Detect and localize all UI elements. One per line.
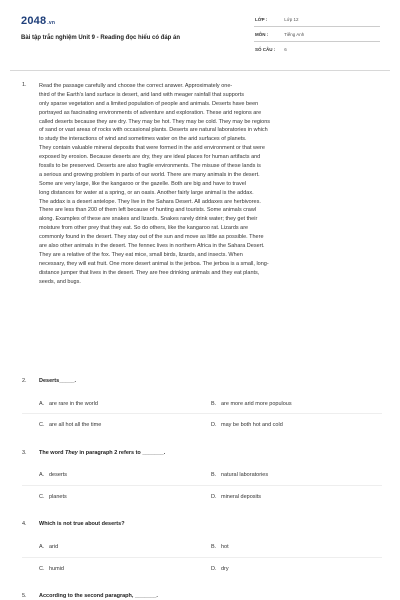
question-number: 1. (22, 82, 27, 88)
option-text: are all hot all the time (49, 422, 102, 428)
question-prompt-blank: in paragraph 2 refers to _______. (77, 450, 166, 456)
question-prompt-text: According to the second paragraph, _______. (39, 593, 158, 599)
option-text: are rare in the world (49, 401, 98, 407)
option-letter: C. (39, 494, 45, 500)
answer-option-d[interactable] (211, 494, 261, 500)
passage-line: long distances for water at a spring, or an oasis. Another fairly large animal is the addax. (39, 189, 254, 196)
reading-passage (39, 82, 385, 286)
option-text: deserts (49, 472, 68, 478)
passage-line: called deserts because they are dry. They may be hot. They may be cold. They may be regions (39, 118, 271, 125)
option-letter: C. (39, 422, 45, 428)
info-subject-key: MÔN : (255, 32, 269, 37)
answer-option-c[interactable] (39, 566, 64, 572)
option-divider (22, 557, 382, 558)
passage-line: distance jumper that lives in the desert. They are free drinking animals and they eat plants, (39, 269, 260, 276)
passage-line: exposed by erosion. Because deserts are dry, they are ideal places for human artifacts and (39, 154, 261, 161)
logo-main: 2048 (21, 15, 47, 27)
passage-line: are also other animals in the desert. The fennec lives in northern Africa in the Sahara Desert. (39, 243, 265, 250)
answer-option-d[interactable] (211, 422, 283, 428)
option-letter: B. (211, 544, 217, 550)
passage-line: along. Examples of these are snakes and lizards. Snakes rarely drink water; they get their (39, 216, 258, 223)
passage-line: moisture from other prey that they eat. So do others, like the kangaroo rat. Lizards are (39, 225, 249, 232)
question-prompt-blank: _____. (59, 378, 77, 384)
page-title: Bài tập trắc nghiệm Unit 9 - Reading đọc hiểu có đáp án (21, 35, 181, 41)
passage-line: fossils to be preserved. Deserts are also fragile environments. The misuse of these lands is (39, 163, 261, 170)
option-text: humid (49, 566, 64, 572)
option-letter: A. (39, 544, 45, 550)
option-text: arid (49, 544, 59, 550)
answer-option-c[interactable] (39, 494, 67, 500)
passage-line: necessary, they will eat fruit. One more desert animal is the jerboa. The jerboa is a small, long- (39, 260, 269, 267)
question-prompt (39, 378, 76, 384)
answer-option-a[interactable] (39, 472, 67, 478)
site-logo[interactable] (21, 15, 55, 27)
answer-option-b[interactable] (211, 544, 229, 550)
passage-line: to study the interactions of wind and sometimes water on the arid surfaces of planets. (39, 136, 247, 143)
question-number: 3. (22, 450, 27, 456)
passage-line: a serious and growing problem in parts of our world. There are many animals in the desert. (39, 171, 260, 178)
option-text: dry (221, 566, 229, 572)
passage-line: portrayed as fascinating environments of adventure and exploration. These arid regions are (39, 109, 262, 116)
option-text: are more arid more populous (221, 401, 292, 407)
option-letter: D. (211, 494, 217, 500)
question-prompt (39, 521, 125, 527)
question-prompt (39, 593, 158, 599)
logo-suffix: .vn (47, 20, 56, 26)
passage-line: commonly found in the desert. They stay out of the sun and move as little as possible. There (39, 234, 264, 241)
info-count-key: SỐ CÂU : (255, 47, 276, 52)
info-divider (254, 26, 380, 27)
question-prompt-text: The word (39, 450, 65, 456)
answer-option-d[interactable] (211, 566, 229, 572)
option-letter: B. (211, 401, 217, 407)
info-subject (255, 32, 304, 37)
question-prompt-emphasis: They (64, 450, 78, 456)
info-grade-value: Lớp 12 (284, 17, 299, 22)
passage-line: They are a relative of the fox. They eat mice, small birds, lizards, and insects. When (39, 251, 243, 258)
question-number: 2. (22, 378, 27, 384)
option-text: natural laboratories (221, 472, 269, 478)
answer-option-c[interactable] (39, 422, 101, 428)
question-prompt (39, 450, 165, 456)
question-number: 5. (22, 593, 27, 599)
option-letter: C. (39, 566, 45, 572)
info-count (255, 47, 287, 52)
info-count-value: 6 (284, 47, 287, 52)
question-prompt-text: Deserts (39, 378, 60, 384)
passage-line: third of the Earth's land surface is desert, arid land with meager rainfall that supports (39, 91, 244, 98)
header-divider (10, 70, 390, 71)
info-divider (254, 41, 380, 42)
question-prompt-text: Which is not true about deserts? (39, 521, 125, 527)
passage-line: seeds, and bugs. (39, 278, 81, 285)
answer-option-b[interactable] (211, 472, 268, 478)
option-divider (22, 413, 382, 414)
passage-line: Some are very large, like the kangaroo or the gazelle. Both are big and have to travel (39, 180, 246, 187)
option-letter: D. (211, 566, 217, 572)
option-text: mineral deposits (221, 494, 262, 500)
answer-option-a[interactable] (39, 544, 58, 550)
info-grade (255, 17, 298, 22)
option-divider (22, 485, 382, 486)
page-header (0, 0, 400, 62)
passage-line: There are less than 200 of them left because of hunting and tourists. Some animals crawl (39, 207, 257, 214)
option-letter: D. (211, 422, 217, 428)
option-text: hot (221, 544, 229, 550)
info-subject-value: Tiếng Anh (284, 32, 305, 37)
option-letter: A. (39, 401, 45, 407)
passage-line: They contain valuable mineral deposits that were formed in the arid environment or that were (39, 145, 265, 152)
question-number: 4. (22, 521, 27, 527)
option-text: may be both hot and cold (221, 422, 283, 428)
passage-line: Read the passage carefully and choose the correct answer. Approximately one- (39, 83, 233, 89)
option-letter: A. (39, 472, 45, 478)
option-letter: B. (211, 472, 217, 478)
passage-line: of sand or vast areas of rocks with occasional plants. Deserts are natural laboratories in which (39, 127, 268, 134)
answer-option-a[interactable] (39, 401, 98, 407)
answer-option-b[interactable] (211, 401, 292, 407)
info-grade-key: LỚP : (255, 17, 268, 22)
passage-line: only sparse vegetation and a limited population of people and animals. Deserts have been (39, 100, 259, 107)
option-text: planets (49, 494, 67, 500)
passage-line: The addax is a desert antelope. They live in the Sahara Desert. All addaxes are herbivores. (39, 198, 261, 205)
